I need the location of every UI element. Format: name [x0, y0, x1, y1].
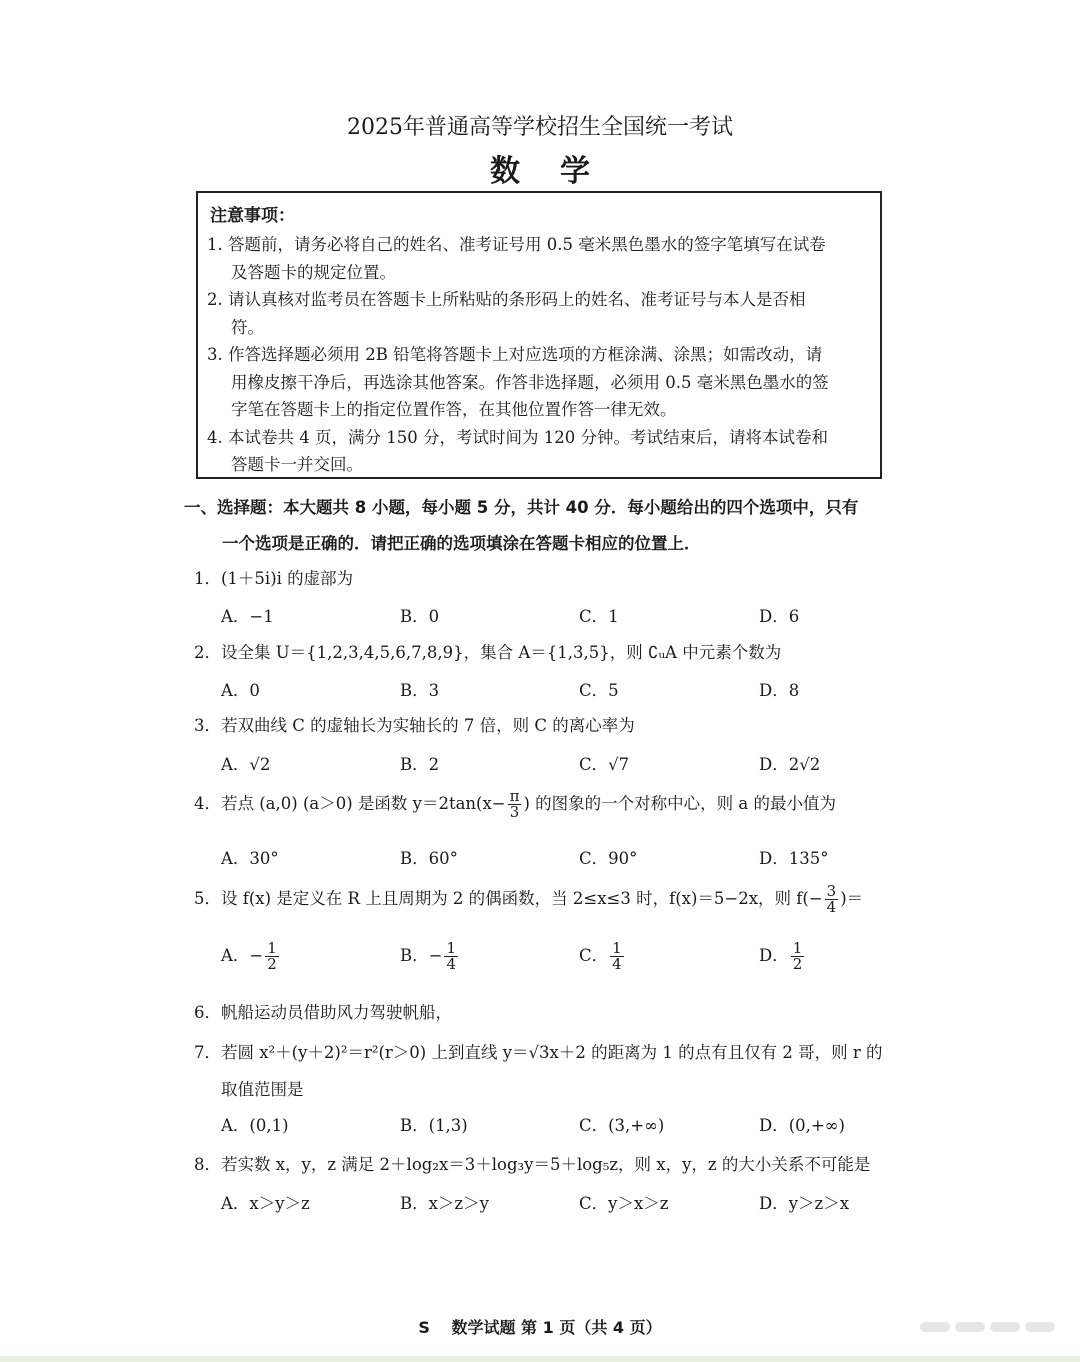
q8-option-b: B．x＞z＞y — [400, 1194, 489, 1213]
q1-option-c: C．1 — [579, 607, 619, 626]
notice-line: 用橡皮擦干净后，再选涂其他答案。作答非选择题，必须用 0.5 毫米黑色墨水的签 — [231, 373, 829, 392]
q8-option-c: C．y＞x＞z — [579, 1194, 669, 1213]
question-1: 1．(1＋5i)i 的虚部为 — [194, 569, 354, 588]
q7-option-d: D．(0,+∞) — [759, 1116, 845, 1135]
q5-frac-num: 3 — [826, 882, 837, 900]
q4-text-start: 4．若点 (a,0) (a＞0) 是函数 y＝2tan(x− — [194, 794, 506, 813]
q5-option-b — [400, 941, 460, 972]
question-4 — [194, 789, 836, 820]
q5-text-end: )＝ — [840, 889, 864, 908]
q5-b-num: 1 — [446, 939, 457, 957]
q5-text-start: 5．设 f(x) 是定义在 R 上且周期为 2 的偶函数，当 2≤x≤3 时，f(x)＝5−2x，则 f(− — [194, 889, 823, 908]
q7-option-b: B．(1,3) — [400, 1116, 468, 1135]
q2-option-a: A．0 — [221, 681, 260, 700]
q5-c-label: C． — [579, 946, 609, 965]
question-3: 3．若双曲线 C 的虚轴长为实轴长的 7 倍，则 C 的离心率为 — [194, 716, 635, 735]
q5-a-num: 1 — [267, 939, 277, 957]
q4-frac-den: 3 — [509, 803, 520, 821]
q5-d-frac — [791, 941, 805, 972]
q5-b-den: 4 — [446, 955, 457, 973]
notice-heading: 注意事项： — [210, 206, 295, 226]
q1-option-a: A．−1 — [221, 607, 274, 626]
gallery-indicator — [920, 1322, 950, 1332]
q3-option-c: C．√7 — [579, 755, 630, 774]
q2-option-b: B．3 — [400, 681, 440, 700]
q5-c-den: 4 — [612, 955, 622, 973]
notice-line: 答题卡一并交回。 — [231, 455, 363, 474]
notice-line: 字笔在答题卡上的指定位置作答，在其他位置作答一律无效。 — [231, 400, 677, 419]
q8-option-d: D．y＞z＞x — [759, 1194, 850, 1213]
exam-title: 2025年普通高等学校招生全国统一考试 — [347, 115, 733, 140]
q5-frac-den: 4 — [826, 898, 837, 916]
question-2: 2．设全集 U＝{1,2,3,4,5,6,7,8,9}，集合 A＝{1,3,5}，则 ∁ᵤA 中元素个数为 — [194, 643, 782, 662]
q5-a-sign: − — [249, 946, 264, 965]
question-7: 7．若圆 x²＋(y＋2)²＝r²(r＞0) 上到直线 y＝√3x＋2 的距离为 1 的点有且仅有 2 哥，则 r 的 — [194, 1043, 883, 1062]
q5-b-sign: − — [428, 946, 443, 965]
section-heading-cont: 一个选项是正确的．请把正确的选项填涂在答题卡相应的位置上． — [222, 534, 701, 553]
q4-option-c: C．90° — [579, 849, 638, 868]
gallery-indicator — [990, 1322, 1020, 1332]
gallery-indicator — [955, 1322, 985, 1332]
q3-option-d: D．2√2 — [759, 755, 821, 774]
q4-option-b: B．60° — [400, 849, 458, 868]
notice-line: 及答题卡的规定位置。 — [231, 263, 396, 282]
notice-line: 2. 请认真核对监考员在答题卡上所粘贴的条形码上的姓名、准考证号与本人是否相 — [207, 290, 806, 309]
q5-a-den: 2 — [267, 955, 277, 973]
q5-c-frac — [610, 941, 624, 972]
q7-option-c: C．(3,+∞) — [579, 1116, 665, 1135]
q5-a-frac — [265, 941, 279, 972]
question-6: 6．帆船运动员借助风力驾驶帆船， — [194, 1003, 452, 1022]
q5-c-num: 1 — [612, 939, 622, 957]
q4-text-end: ) 的图象的一个对称中心，则 a 的最小值为 — [523, 794, 836, 813]
exam-subject: 数学 — [490, 154, 630, 189]
bottom-strip — [0, 1356, 1080, 1362]
q5-a-label: A． — [221, 946, 250, 965]
q5-d-den: 2 — [792, 955, 803, 973]
q5-b-frac — [444, 941, 458, 972]
q5-d-num: 1 — [792, 939, 803, 957]
q1-option-d: D．6 — [759, 607, 800, 626]
notice-line: 3. 作答选择题必须用 2B 铅笔将答题卡上对应选项的方框涂满、涂黑；如需改动，请 — [207, 345, 823, 364]
notice-line: 符。 — [231, 318, 264, 337]
section-heading: 一、选择题：本大题共 8 小题，每小题 5 分，共计 40 分．每小题给出的四个选项中，只有 — [184, 498, 859, 517]
question-5 — [194, 884, 863, 915]
q2-option-d: D．8 — [759, 681, 800, 700]
q5-option-c — [579, 941, 626, 972]
q5-d-label: D． — [759, 946, 789, 965]
question-7-cont: 取值范围是 — [221, 1080, 304, 1099]
notice-line: 1. 答题前，请务必将自己的姓名、准考证号用 0.5 毫米黑色墨水的签字笔填写在试卷 — [207, 235, 826, 254]
q3-option-a: A．√2 — [221, 755, 271, 774]
q4-fraction — [508, 789, 522, 820]
notice-line: 4. 本试卷共 4 页，满分 150 分，考试时间为 120 分钟。考试结束后，请将本试卷和 — [207, 428, 828, 447]
gallery-indicator — [1025, 1322, 1055, 1332]
q4-frac-num: π — [509, 787, 520, 805]
q1-option-b: B．0 — [400, 607, 440, 626]
q4-option-d: D．135° — [759, 849, 829, 868]
q8-option-a: A．x＞y＞z — [221, 1194, 310, 1213]
question-8: 8．若实数 x，y，z 满足 2＋log₂x＝3＋log₃y＝5＋log₅z，则 x，y，z 的大小关系不可能是 — [194, 1155, 871, 1174]
q5-fraction — [825, 884, 839, 915]
q5-option-d — [759, 941, 806, 972]
q2-option-c: C．5 — [579, 681, 619, 700]
page-footer: S 数学试题 第 1 页（共 4 页） — [418, 1318, 662, 1337]
q5-b-label: B． — [400, 946, 429, 965]
q7-option-a: A．(0,1) — [221, 1116, 289, 1135]
q3-option-b: B．2 — [400, 755, 440, 774]
q5-option-a — [221, 941, 281, 972]
q4-option-a: A．30° — [221, 849, 279, 868]
